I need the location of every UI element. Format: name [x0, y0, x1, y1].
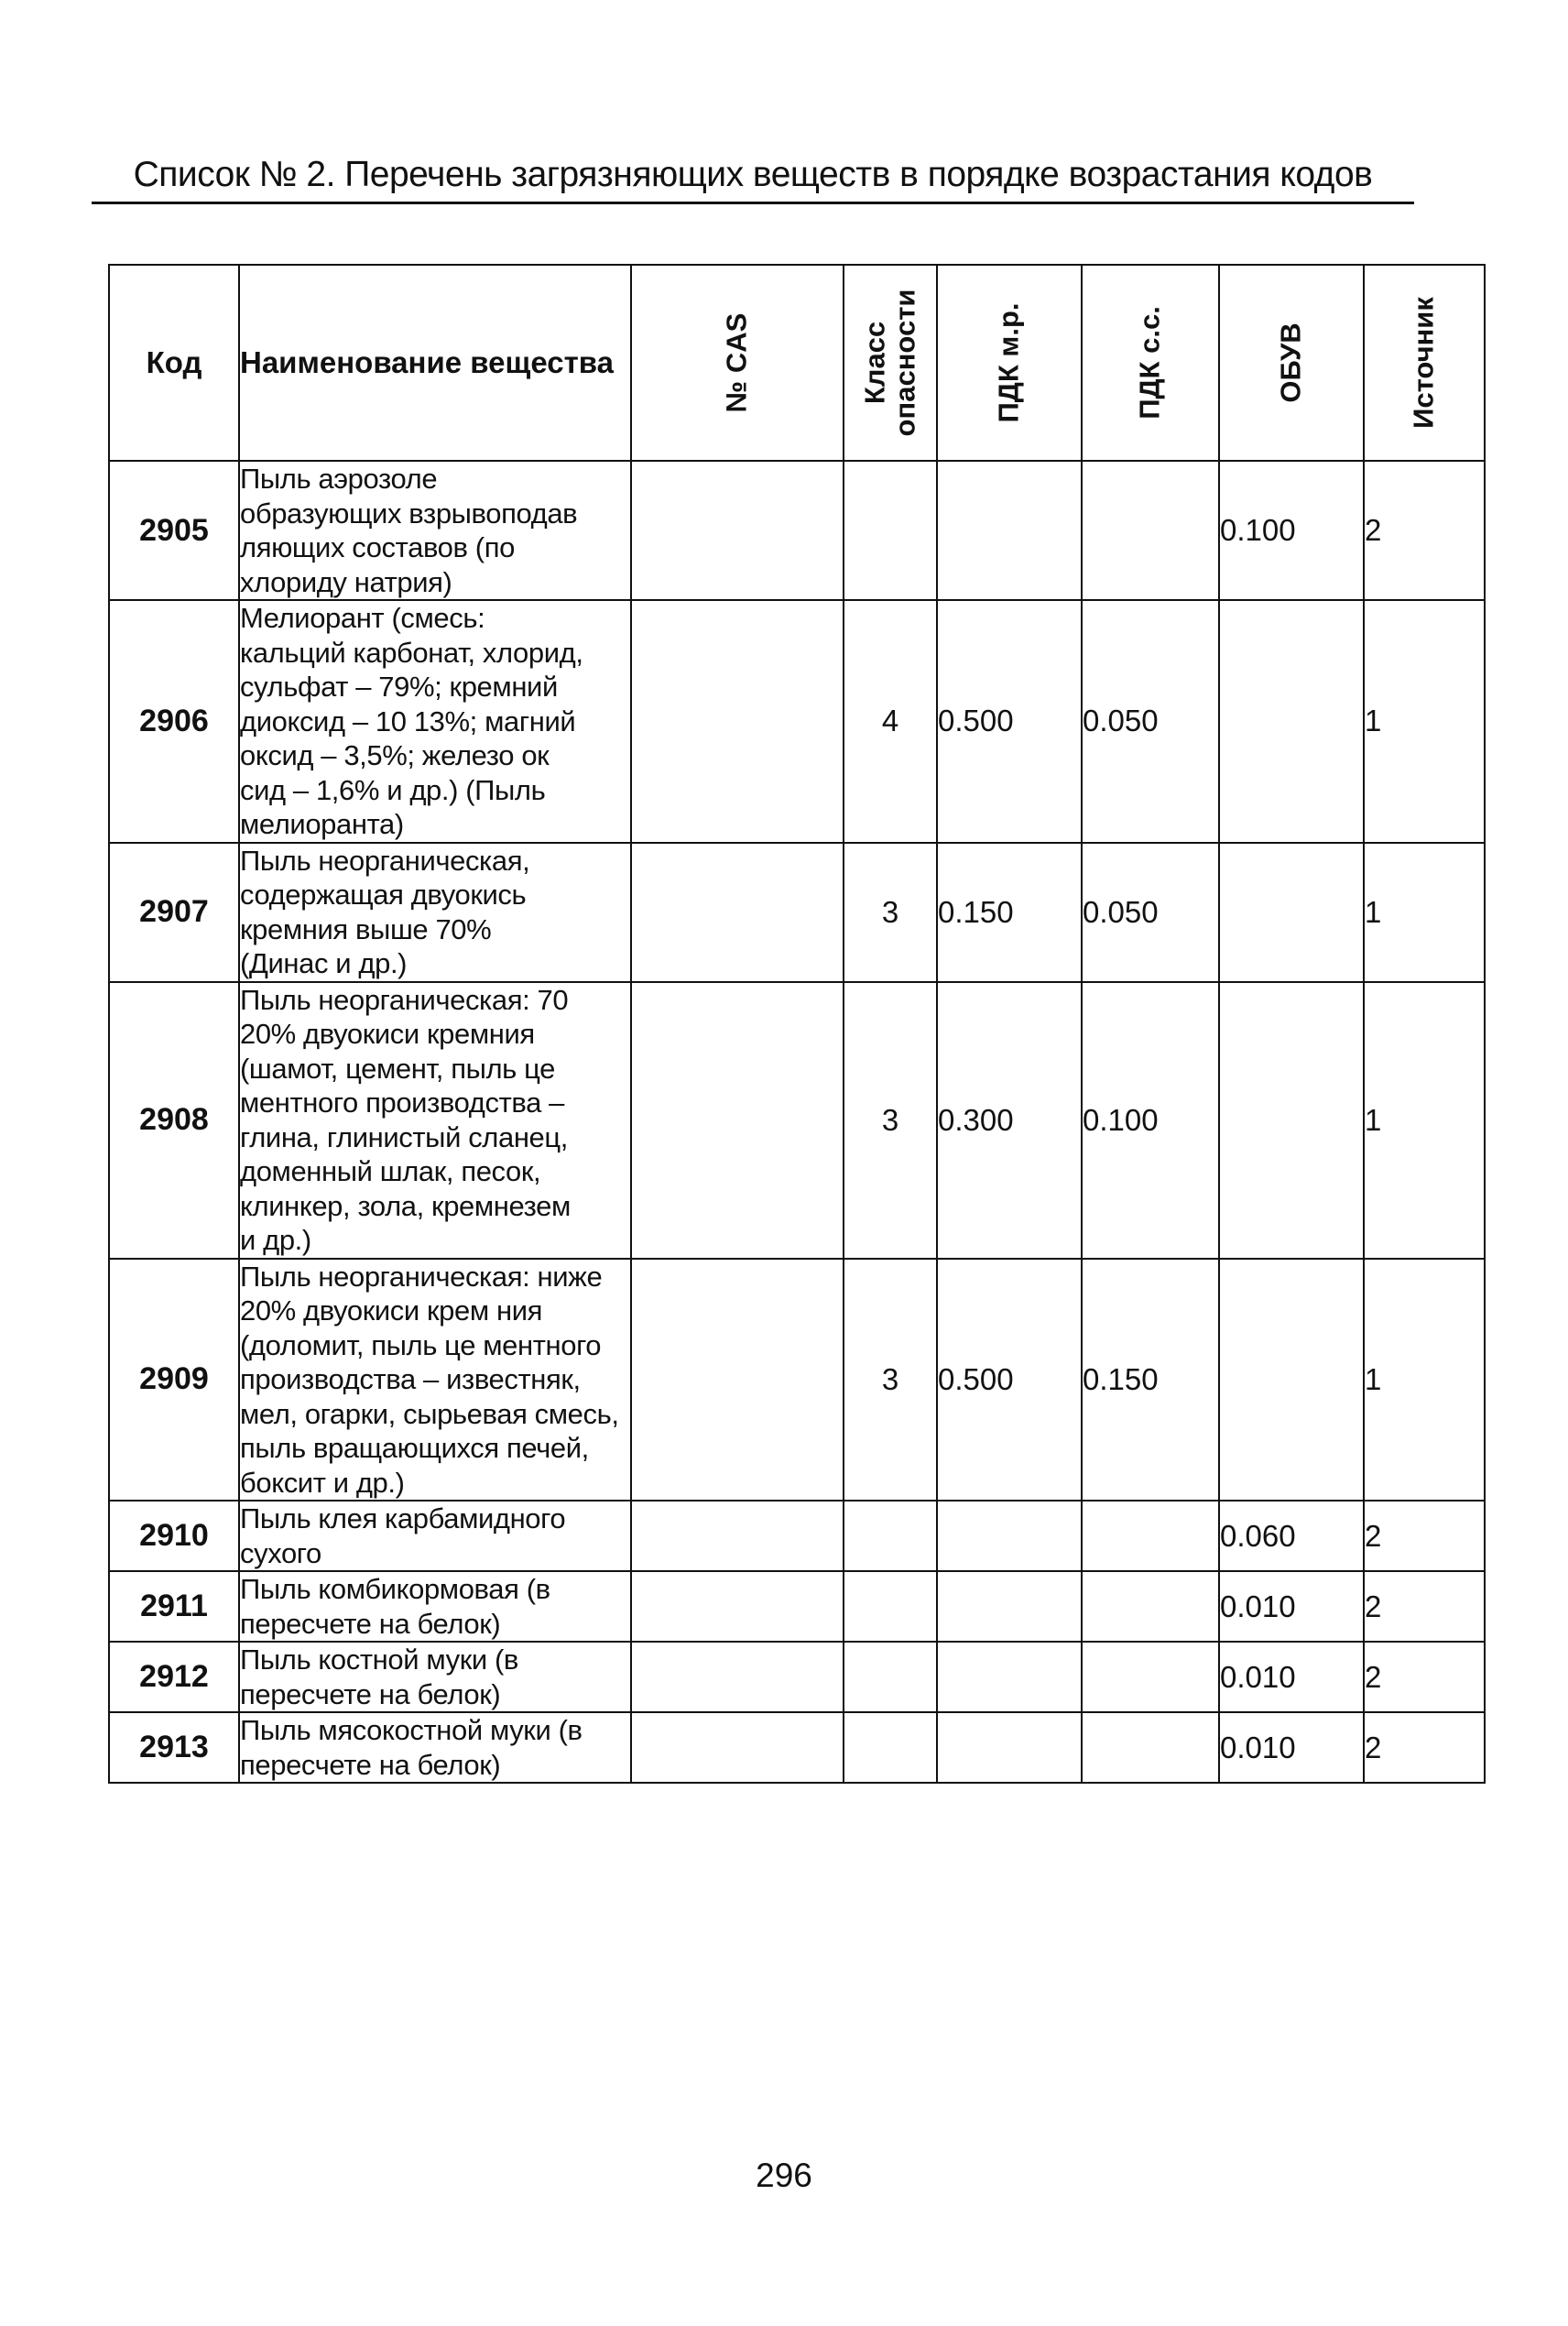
cell-code: 2913 — [109, 1712, 239, 1783]
cell-hazard-class: 3 — [844, 982, 937, 1259]
col-header-source-label: Источник — [1407, 297, 1440, 429]
table-row — [109, 600, 1485, 843]
cell-name — [239, 982, 631, 1259]
cell-pdk-ss — [1082, 1571, 1219, 1642]
cell-pdk-ss: 0.050 — [1082, 600, 1219, 843]
cell-pdk-ss — [1082, 1501, 1219, 1571]
cell-cas — [631, 1571, 844, 1642]
cell-pdk-mr — [937, 1712, 1082, 1783]
cell-code: 2909 — [109, 1259, 239, 1502]
cell-name-line: кремния выше 70% — [240, 912, 492, 945]
cell-name — [239, 1571, 631, 1642]
cell-cas — [631, 1501, 844, 1571]
cell-pdk-mr — [937, 1501, 1082, 1571]
cell-source: 2 — [1364, 1642, 1485, 1712]
cell-cas — [631, 600, 844, 843]
page-number: 296 — [756, 2157, 812, 2194]
cell-name-line: мелиоранта) — [240, 808, 404, 840]
cell-source: 1 — [1364, 843, 1485, 982]
col-header-hazard-class — [844, 265, 937, 461]
cell-hazard-class — [844, 1642, 937, 1712]
table-body — [109, 461, 1485, 1783]
header-rule — [92, 202, 1414, 204]
cell-name — [239, 1712, 631, 1783]
cell-name-line: доменный шлак, песок, — [240, 1155, 541, 1187]
cell-pdk-mr — [937, 1642, 1082, 1712]
table-row — [109, 1712, 1485, 1783]
cell-name-line: хлориду натрия) — [240, 565, 452, 598]
cell-hazard-class — [844, 1712, 937, 1783]
cell-code: 2912 — [109, 1642, 239, 1712]
header-row — [109, 265, 1485, 461]
cell-name-line: клинкер, зола, кремнезем — [240, 1189, 571, 1222]
cell-source: 2 — [1364, 1571, 1485, 1642]
cell-name — [239, 1501, 631, 1571]
cell-name — [239, 461, 631, 600]
cell-source: 2 — [1364, 1501, 1485, 1571]
col-header-source — [1364, 265, 1485, 461]
cell-name-line: Пыль неорганическая: ниже — [240, 1260, 603, 1293]
table-row — [109, 1259, 1485, 1502]
cell-source: 1 — [1364, 600, 1485, 843]
cell-cas — [631, 843, 844, 982]
cell-name — [239, 600, 631, 843]
col-header-obuv-label: ОБУВ — [1274, 322, 1307, 403]
cell-name-line: пересчете на белок) — [240, 1677, 501, 1710]
cell-name-line: пересчете на белок) — [240, 1607, 501, 1640]
cell-hazard-class — [844, 1571, 937, 1642]
cell-pdk-ss — [1082, 1642, 1219, 1712]
cell-pdk-mr: 0.500 — [937, 600, 1082, 843]
col-header-obuv — [1219, 265, 1364, 461]
cell-cas — [631, 982, 844, 1259]
table-row — [109, 982, 1485, 1259]
cell-obuv: 0.010 — [1219, 1571, 1364, 1642]
cell-code: 2905 — [109, 461, 239, 600]
cell-name-line: Пыль комбикормовая (в — [240, 1573, 550, 1605]
cell-source: 1 — [1364, 1259, 1485, 1502]
cell-name-line: Мелиорант (смесь: — [240, 602, 485, 634]
cell-obuv: 0.100 — [1219, 461, 1364, 600]
cell-source: 1 — [1364, 982, 1485, 1259]
cell-name-line: оксид – 3,5%; железо ок — [240, 739, 550, 771]
table-row — [109, 843, 1485, 982]
cell-name — [239, 1642, 631, 1712]
cell-name-line: пыль вращающихся печей, — [240, 1432, 589, 1464]
cell-name-line: Пыль неорганическая: 70 — [240, 983, 569, 1016]
cell-name-line: содержащая двуокись — [240, 879, 527, 911]
cell-pdk-ss: 0.100 — [1082, 982, 1219, 1259]
cell-name — [239, 1259, 631, 1502]
cell-name-line: ментного производства – — [240, 1087, 564, 1119]
col-header-cas — [631, 265, 844, 461]
cell-name-line: боксит и др.) — [240, 1466, 405, 1499]
cell-cas — [631, 461, 844, 600]
cell-hazard-class — [844, 1501, 937, 1571]
cell-name-line: Пыль костной муки (в — [240, 1643, 518, 1676]
cell-obuv: 0.010 — [1219, 1642, 1364, 1712]
cell-pdk-ss: 0.050 — [1082, 843, 1219, 982]
table-row — [109, 1571, 1485, 1642]
col-header-pdk-ss-label: ПДК с.с. — [1133, 306, 1166, 420]
cell-name-line: (Динас и др.) — [240, 947, 408, 979]
running-head: Список № 2. Перечень загрязняющих веществ в порядке возрастания кодов — [133, 155, 1373, 194]
cell-pdk-mr — [937, 461, 1082, 600]
cell-name-line: и др.) — [240, 1224, 311, 1256]
cell-name-line: образующих взрывоподав — [240, 497, 578, 530]
cell-name-line: Пыль мясокостной муки (в — [240, 1714, 583, 1746]
cell-name-line: 20% двуокиси кремния — [240, 1018, 535, 1050]
cell-pdk-ss — [1082, 1712, 1219, 1783]
cell-hazard-class: 4 — [844, 600, 937, 843]
cell-obuv — [1219, 1259, 1364, 1502]
cell-pdk-mr — [937, 1571, 1082, 1642]
substances-table — [108, 264, 1486, 1784]
cell-pdk-mr: 0.150 — [937, 843, 1082, 982]
cell-source: 2 — [1364, 461, 1485, 600]
cell-pdk-mr: 0.300 — [937, 982, 1082, 1259]
cell-name-line: глина, глинистый сланец, — [240, 1120, 568, 1153]
cell-name — [239, 843, 631, 982]
cell-hazard-class: 3 — [844, 843, 937, 982]
cell-obuv: 0.010 — [1219, 1712, 1364, 1783]
col-header-hazard-label — [860, 289, 920, 437]
cell-name-line: (шамот, цемент, пыль це — [240, 1052, 555, 1085]
cell-code: 2910 — [109, 1501, 239, 1571]
cell-name-line: ляющих составов (по — [240, 531, 515, 563]
col-header-hazard-line2: опасности — [888, 289, 920, 437]
cell-code: 2911 — [109, 1571, 239, 1642]
cell-code: 2908 — [109, 982, 239, 1259]
cell-name-line: диоксид – 10 13%; магний — [240, 704, 576, 737]
cell-name-line: (доломит, пыль це ментного — [240, 1328, 602, 1361]
table-row — [109, 461, 1485, 600]
cell-name-line: 20% двуокиси крем ния — [240, 1294, 542, 1327]
col-header-hazard-line1: Класс — [858, 321, 891, 405]
cell-pdk-mr: 0.500 — [937, 1259, 1082, 1502]
cell-name-line: пересчете на белок) — [240, 1748, 501, 1781]
table-row — [109, 1642, 1485, 1712]
cell-cas — [631, 1642, 844, 1712]
col-header-pdk-mr-label: ПДК м.р. — [992, 302, 1025, 423]
cell-name-line: сухого — [240, 1536, 321, 1569]
cell-code: 2907 — [109, 843, 239, 982]
cell-name-line: Пыль клея карбамидного — [240, 1502, 566, 1534]
cell-pdk-ss: 0.150 — [1082, 1259, 1219, 1502]
cell-name-line: сульфат – 79%; кремний — [240, 671, 558, 703]
col-header-name: Наименование вещества — [239, 265, 631, 461]
cell-cas — [631, 1259, 844, 1502]
col-header-code: Код — [109, 265, 239, 461]
col-header-cas-label: № CAS — [720, 312, 753, 413]
cell-name-line: мел, огарки, сырьевая смесь, — [240, 1397, 619, 1430]
cell-source: 2 — [1364, 1712, 1485, 1783]
cell-obuv — [1219, 843, 1364, 982]
cell-pdk-ss — [1082, 461, 1219, 600]
cell-name-line: производства – известняк, — [240, 1363, 581, 1395]
cell-name-line: сид – 1,6% и др.) (Пыль — [240, 773, 546, 806]
cell-obuv: 0.060 — [1219, 1501, 1364, 1571]
col-header-pdk-mr — [937, 265, 1082, 461]
cell-name-line: Пыль неорганическая, — [240, 844, 530, 877]
cell-name-line: Пыль аэрозоле — [240, 463, 438, 495]
cell-hazard-class: 3 — [844, 1259, 937, 1502]
cell-code: 2906 — [109, 600, 239, 843]
cell-name-line: кальций карбонат, хлорид, — [240, 636, 583, 669]
cell-hazard-class — [844, 461, 937, 600]
table-row — [109, 1501, 1485, 1571]
cell-cas — [631, 1712, 844, 1783]
col-header-pdk-ss — [1082, 265, 1219, 461]
cell-obuv — [1219, 982, 1364, 1259]
cell-obuv — [1219, 600, 1364, 843]
